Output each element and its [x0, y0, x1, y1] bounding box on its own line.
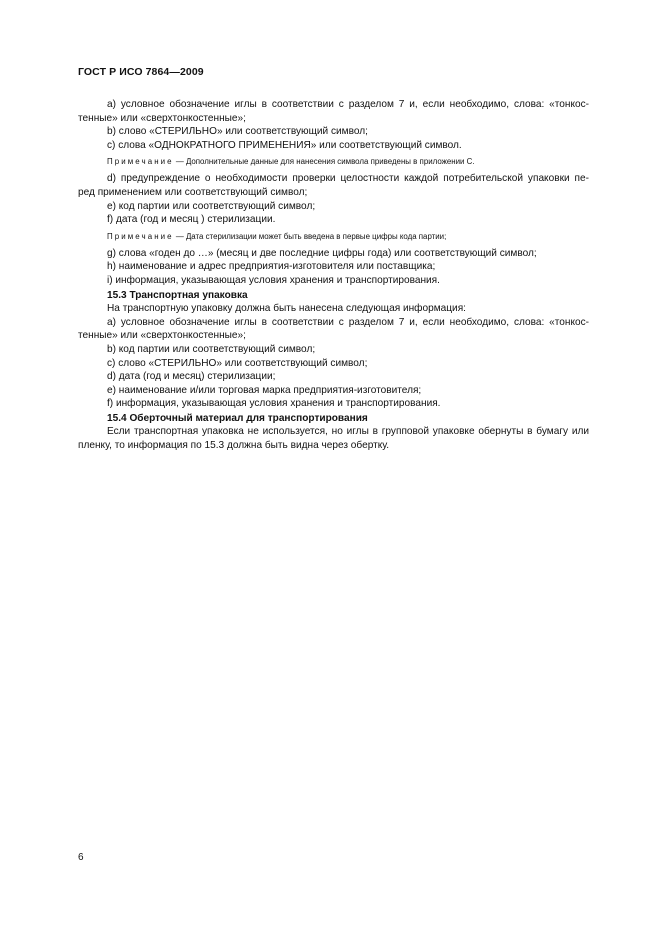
- list-item-g: g) слова «годен до …» (месяц и две последние цифры года) или соответствующий символ;: [107, 247, 537, 259]
- page-body: [78, 98, 589, 453]
- list-item-e: e) наименование и/или торговая марка предприятия-изготовителя;: [107, 384, 422, 396]
- note-1: [78, 155, 589, 168]
- list-item-d: d) дата (год и месяц) стерилизации;: [107, 371, 276, 383]
- list-item-a: a) условное обозначение иглы в соответствии с разделом 7 и, если необходимо, слова: «тонкос-: [107, 316, 589, 328]
- list-item-i: i) информация, указывающая условия хранения и транспортирования.: [107, 274, 440, 286]
- list-item-d-continuation: ред применением или соответствующий символ;: [78, 186, 308, 198]
- list-item-c: c) слово «СТЕРИЛЬНО» или соответствующий символ;: [107, 357, 368, 369]
- list-item-b: b) слово «СТЕРИЛЬНО» или соответствующий символ;: [107, 126, 368, 138]
- note-label: Примечание: [107, 231, 174, 241]
- list-item-h: h) наименование и адрес предприятия-изготовителя или поставщика;: [107, 261, 436, 273]
- list-item-a: a) условное обозначение иглы в соответствии с разделом 7 и, если необходимо, слова: «тонкос-: [107, 99, 589, 110]
- note-2: [78, 230, 589, 243]
- section-paragraph-continuation: пленку, то информация по 15.3 должна быть видна через обертку.: [78, 440, 390, 452]
- section-heading-15-4: 15.4 Оберточный материал для транспортирования: [107, 412, 368, 424]
- list-item-a-continuation: тенные» или «сверхтонкостенные»;: [78, 330, 246, 342]
- note-text: — Дополнительные данные для нанесения символа приведены в приложении С.: [173, 157, 475, 167]
- list-item-f: f) дата (год и месяц ) стерилизации.: [107, 214, 276, 226]
- section-paragraph: Если транспортная упаковка не используется, но иглы в групповой упаковке обернуты в бумагу или: [107, 426, 589, 438]
- list-item-c: c) слова «ОДНОКРАТНОГО ПРИМЕНЕНИЯ» или соответствующий символ.: [107, 139, 462, 151]
- note-label: Примечание: [107, 157, 174, 167]
- standard-title: ГОСТ Р ИСО 7864—2009: [78, 66, 204, 78]
- note-text: — Дата стерилизации может быть введена в первые цифры кода партии;: [173, 231, 447, 241]
- list-item-e: e) код партии или соответствующий символ;: [107, 200, 316, 212]
- list-item-a-continuation: тенные» или «сверхтонкостенные»;: [78, 112, 246, 124]
- list-item-f: f) информация, указывающая условия хранения и транспортирования.: [107, 398, 441, 410]
- section-heading-15-3: 15.3 Транспортная упаковка: [107, 289, 248, 301]
- page-number: 6: [78, 852, 84, 863]
- list-item-d: d) предупреждение о необходимости проверки целостности каждой потребительской упаковки пе-: [107, 173, 589, 185]
- section-intro: На транспортную упаковку должна быть нанесена следующая информация:: [107, 303, 466, 315]
- list-item-b: b) код партии или соответствующий символ;: [107, 343, 316, 355]
